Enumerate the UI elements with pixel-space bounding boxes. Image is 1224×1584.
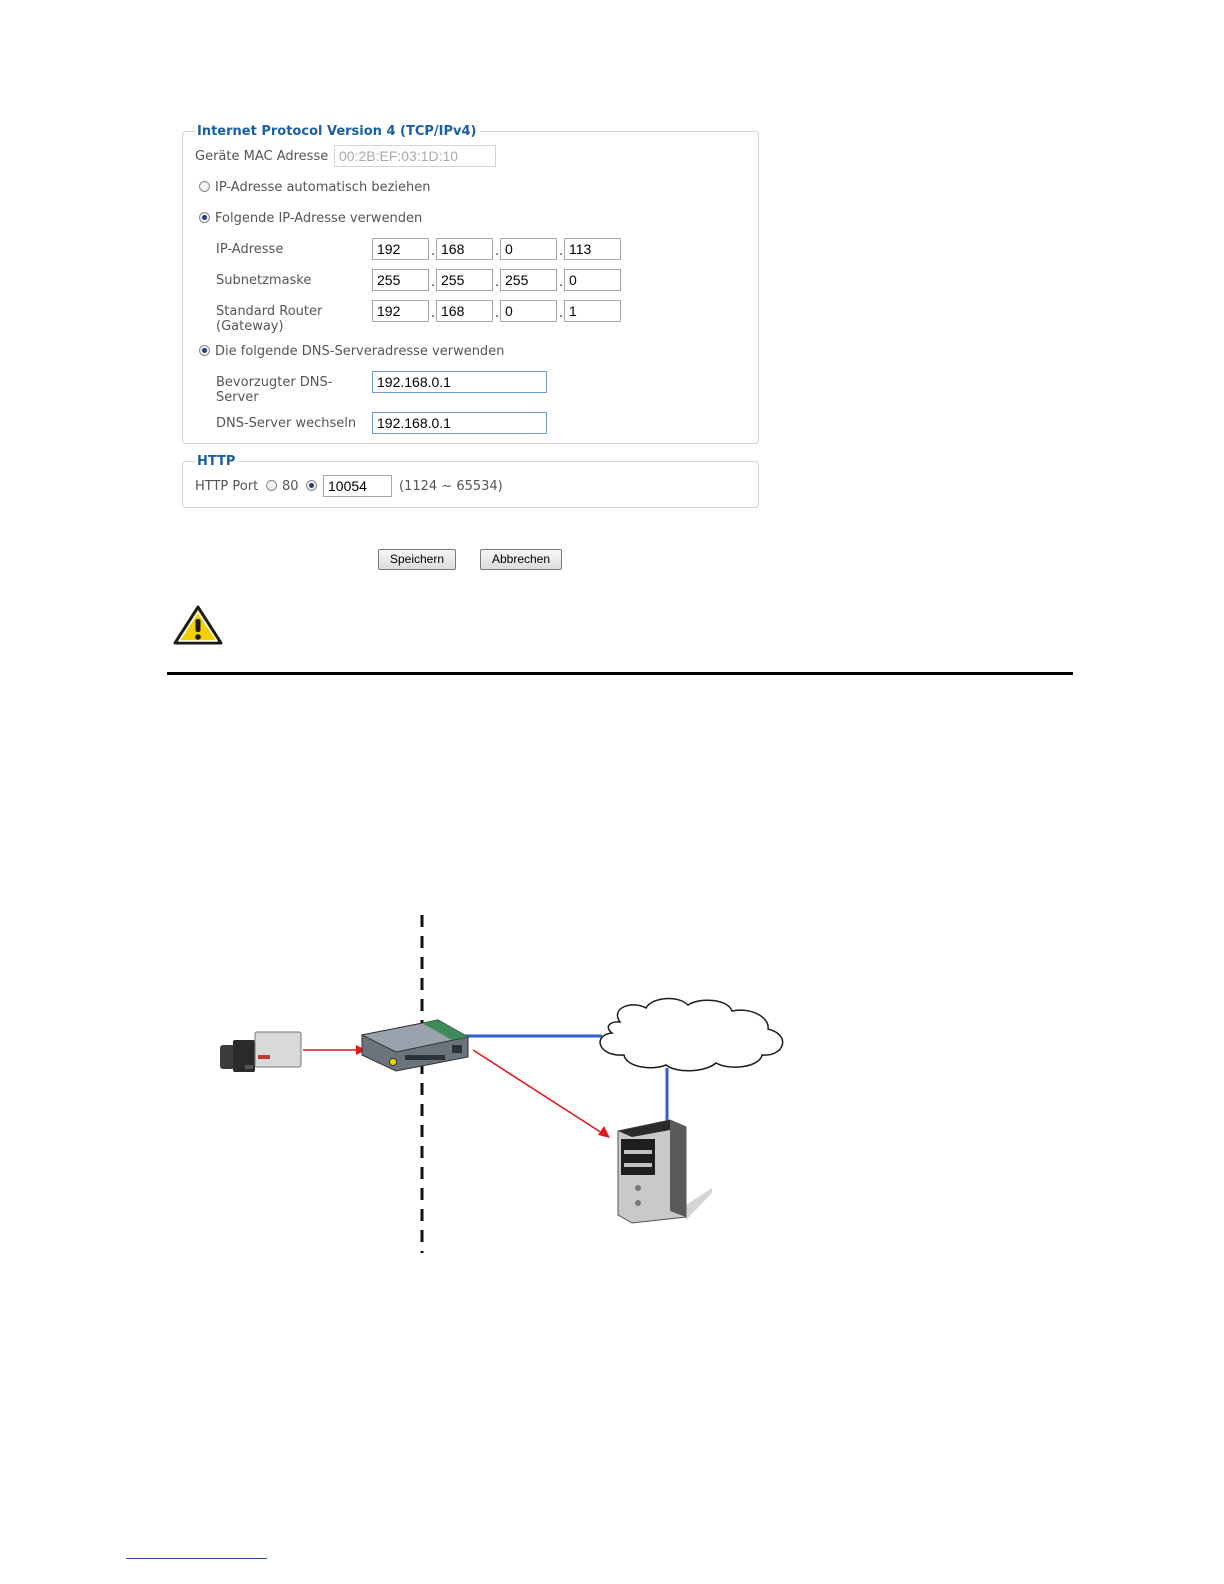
mac-label: Geräte MAC Adresse [195, 149, 329, 164]
router-to-server-arrow [473, 1050, 602, 1133]
subnet-separator: . [495, 275, 500, 290]
ip-address-label: IP-Adresse [216, 242, 284, 257]
ip-octet-2[interactable] [436, 238, 493, 260]
ip-camera-icon [220, 1032, 301, 1072]
dns-manual-radio[interactable] [199, 345, 210, 356]
http-port-default-radio[interactable] [266, 480, 277, 491]
router-icon [362, 1020, 468, 1071]
tcpip-group [182, 124, 759, 444]
section-divider [167, 672, 1073, 675]
static-ip-label: Folgende IP-Adresse verwenden [215, 211, 423, 226]
tcpip-legend: Internet Protocol Version 4 (TCP/IPv4) [197, 124, 477, 139]
gateway-octet-3[interactable] [500, 300, 557, 322]
http-port-custom-radio[interactable] [306, 480, 317, 491]
http-port-input[interactable] [323, 475, 392, 497]
ip-separator: . [559, 244, 564, 259]
subnet-label: Subnetzmaske [216, 273, 312, 288]
gateway-separator: . [431, 306, 436, 321]
dns-alternate-input[interactable] [372, 412, 547, 434]
subnet-octet-4[interactable] [564, 269, 621, 291]
subnet-octet-3[interactable] [500, 269, 557, 291]
auto-ip-radio[interactable] [199, 181, 210, 192]
gateway-separator: . [559, 306, 564, 321]
dns-preferred-input[interactable] [372, 371, 547, 393]
http-port-default-label: 80 [282, 479, 299, 494]
gateway-label: Standard Router (Gateway) [216, 304, 323, 334]
gateway-octet-1[interactable] [372, 300, 429, 322]
mac-field [334, 145, 496, 167]
subnet-octet-1[interactable] [372, 269, 429, 291]
gateway-separator: . [495, 306, 500, 321]
dns-preferred-label: Bevorzugter DNS-Server [216, 375, 333, 405]
subnet-separator: . [431, 275, 436, 290]
footnote-link-underline [126, 1558, 267, 1559]
network-diagram [200, 905, 820, 1265]
ip-octet-4[interactable] [564, 238, 621, 260]
auto-ip-label: IP-Adresse automatisch beziehen [215, 180, 431, 195]
server-icon [618, 1120, 712, 1223]
dns-alternate-label: DNS-Server wechseln [216, 416, 357, 431]
dns-manual-label: Die folgende DNS-Serveradresse verwenden [215, 344, 505, 359]
http-port-label: HTTP Port [195, 479, 259, 494]
ip-octet-3[interactable] [500, 238, 557, 260]
subnet-octet-2[interactable] [436, 269, 493, 291]
ip-separator: . [495, 244, 500, 259]
cloud-icon [600, 999, 783, 1071]
gateway-octet-4[interactable] [564, 300, 621, 322]
ip-separator: . [431, 244, 436, 259]
cancel-button[interactable]: Abbrechen [480, 549, 562, 570]
http-port-range-hint: (1124 ~ 65534) [399, 479, 503, 494]
ip-octet-1[interactable] [372, 238, 429, 260]
warning-icon [172, 604, 224, 646]
gateway-octet-2[interactable] [436, 300, 493, 322]
http-group [182, 454, 759, 508]
save-button[interactable]: Speichern [378, 549, 456, 570]
subnet-separator: . [559, 275, 564, 290]
http-legend: HTTP [197, 454, 236, 469]
static-ip-radio[interactable] [199, 212, 210, 223]
